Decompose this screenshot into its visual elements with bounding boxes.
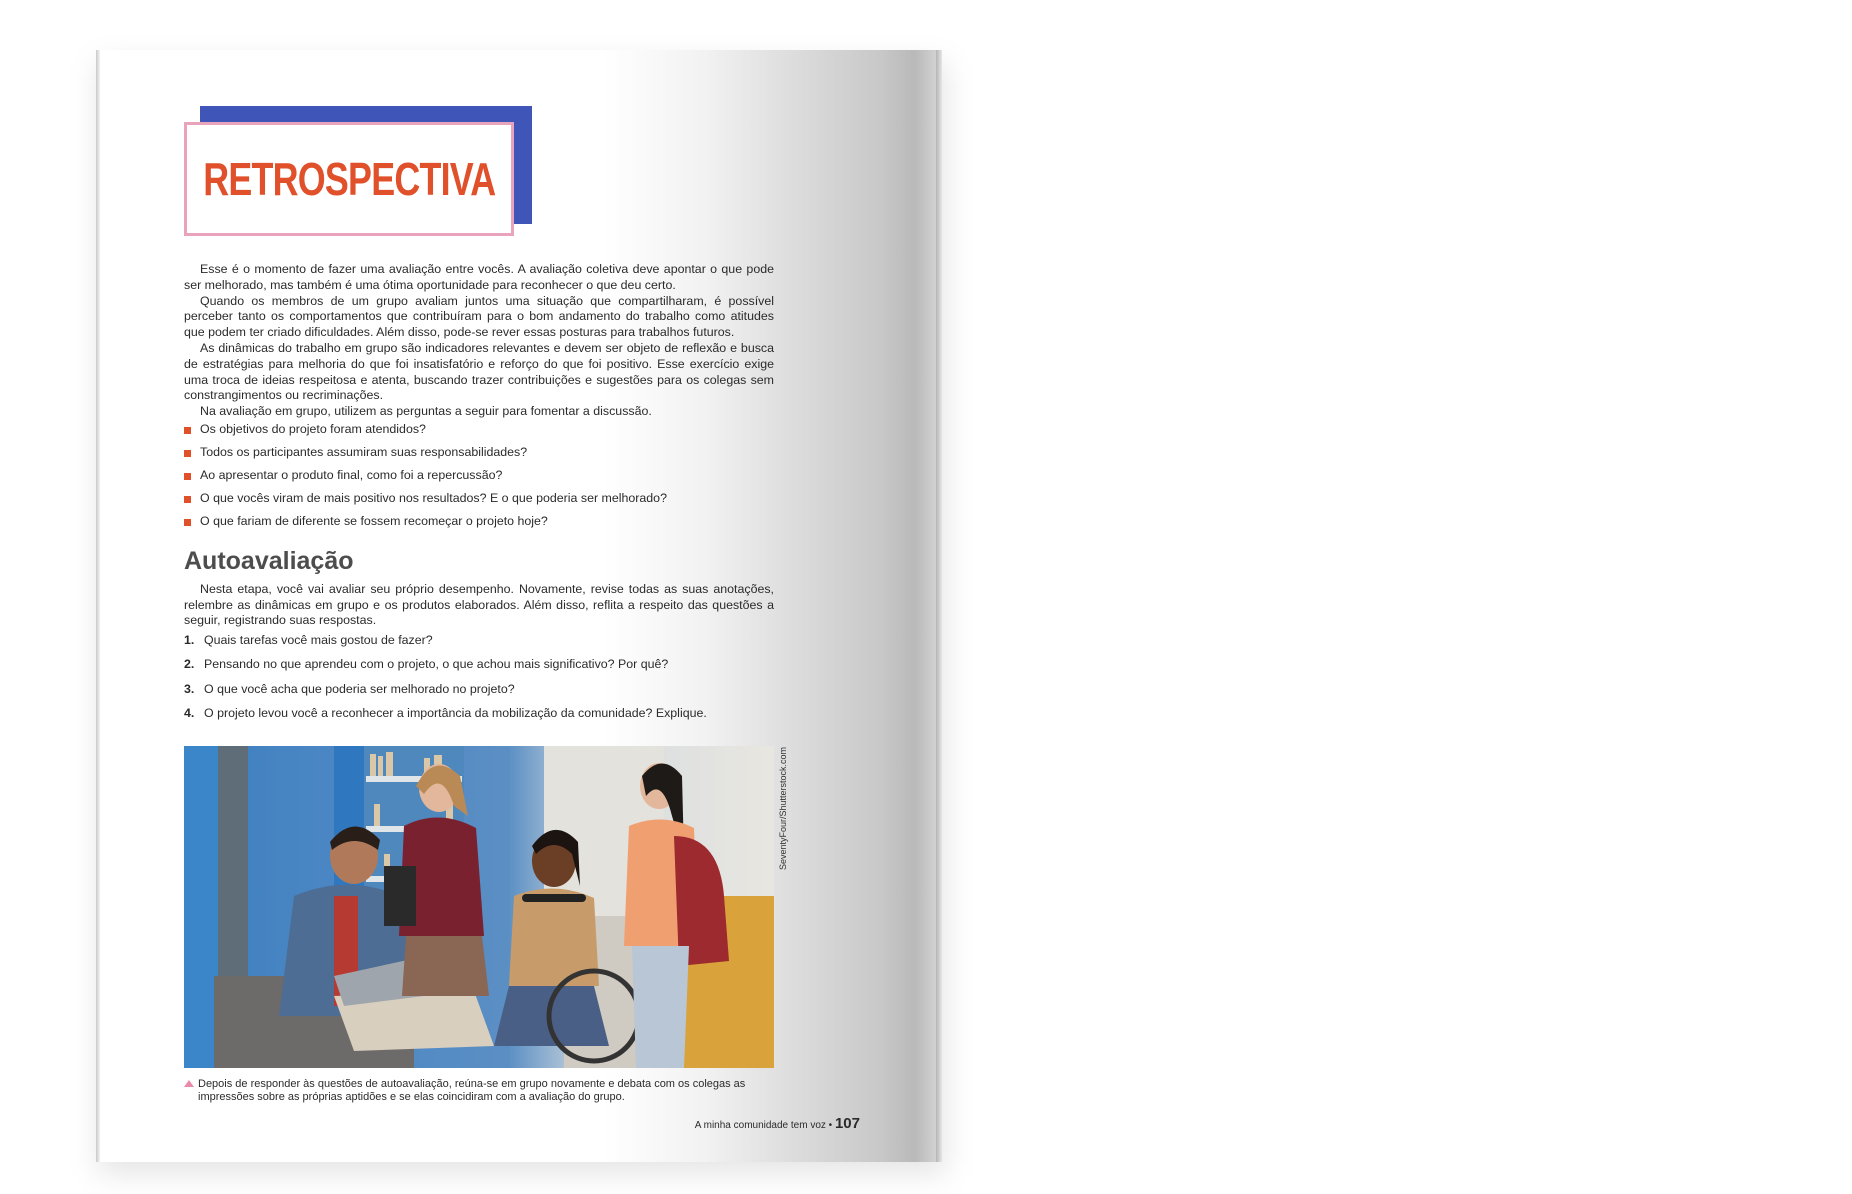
page-title: RETROSPECTIVA xyxy=(202,153,496,205)
triangle-marker-icon xyxy=(184,1080,194,1087)
title-box xyxy=(184,122,514,236)
list-item: Ao apresentar o produto final, como foi a repercussão? xyxy=(184,468,774,484)
page-footer xyxy=(596,1115,860,1132)
footer-text: A minha comunidade tem voz • xyxy=(694,1120,833,1131)
intro-paragraph-3: As dinâmicas do trabalho em grupo são indicadores relevantes e devem ser objeto de reflexão e busca de estratégias para melhoria do que foi insatisfatório e reforço do que foi positivo. Esse exercício exige uma troca de ideias respeitosa e atenta, buscando trazer contribuições e sugestões para os colegas sem constrangimentos ou recriminações. xyxy=(184,340,774,403)
square-bullet-icon xyxy=(184,427,191,434)
group-questions-list xyxy=(184,422,774,530)
list-item: 1. Quais tarefas você mais gostou de fazer? xyxy=(184,633,433,648)
square-bullet-icon xyxy=(184,473,191,480)
page-body xyxy=(184,262,774,730)
list-item: 4. O projeto levou você a reconhecer a importância da mobilização da comunidade? Explique. xyxy=(184,705,707,720)
photo-caption xyxy=(184,1078,774,1104)
section-heading: Autoavaliação xyxy=(184,546,354,575)
intro-paragraph-4: Na avaliação em grupo, utilizem as perguntas a seguir para fomentar a discussão. xyxy=(200,404,652,419)
square-bullet-icon xyxy=(184,450,191,457)
students-photo-illustration xyxy=(184,746,774,1068)
book-page xyxy=(96,50,940,1162)
self-evaluation-questions xyxy=(184,633,774,722)
intro-paragraph-2: Quando os membros de um grupo avaliam juntos uma situação que compartilharam, é possível perceber tanto os comportamentos que contribuíram para o bom andamento do trabalho como atitudes que podem ter criado dificuldades. Além disso, pode-se rever essas posturas para trabalhos futuros. xyxy=(184,293,774,340)
self-evaluation-paragraph: Nesta etapa, você vai avaliar seu próprio desempenho. Novamente, revise todas as suas anotações, relembre as dinâmicas em grupo e os produtos elaborados. Além disso, reflita a respeito das questões a seguir, registrando suas respostas. xyxy=(184,581,774,628)
students-photo xyxy=(184,746,774,1068)
caption-text: Depois de responder às questões de autoavaliação, reúna-se em grupo novamente e debata com os colegas as impressões sobre as próprias aptidões e se elas coincidiram com a avaliação do grupo. xyxy=(198,1078,746,1103)
list-item: 3. O que você acha que poderia ser melhorado no projeto? xyxy=(184,681,515,696)
photo-credit: SeventyFour/Shutterstock.com xyxy=(778,746,788,870)
square-bullet-icon xyxy=(184,519,191,526)
intro-paragraph-1: Esse é o momento de fazer uma avaliação entre vocês. A avaliação coletiva deve apontar o que pode ser melhorado, mas também é uma ótima oportunidade para reconhecer o que deu certo. xyxy=(184,262,774,292)
list-item: 2. Pensando no que aprendeu com o projeto, o que achou mais significativo? Por quê? xyxy=(184,657,669,672)
list-item: O que vocês viram de mais positivo nos resultados? E o que poderia ser melhorado? xyxy=(184,491,774,507)
list-item: O que fariam de diferente se fossem recomeçar o projeto hoje? xyxy=(184,514,774,530)
page-left-edge xyxy=(96,50,100,1162)
list-item: Todos os participantes assumiram suas responsabilidades? xyxy=(184,445,774,461)
page-number: 107 xyxy=(834,1115,860,1132)
square-bullet-icon xyxy=(184,496,191,503)
list-item: Os objetivos do projeto foram atendidos? xyxy=(184,422,774,438)
page-right-edge xyxy=(936,50,942,1162)
